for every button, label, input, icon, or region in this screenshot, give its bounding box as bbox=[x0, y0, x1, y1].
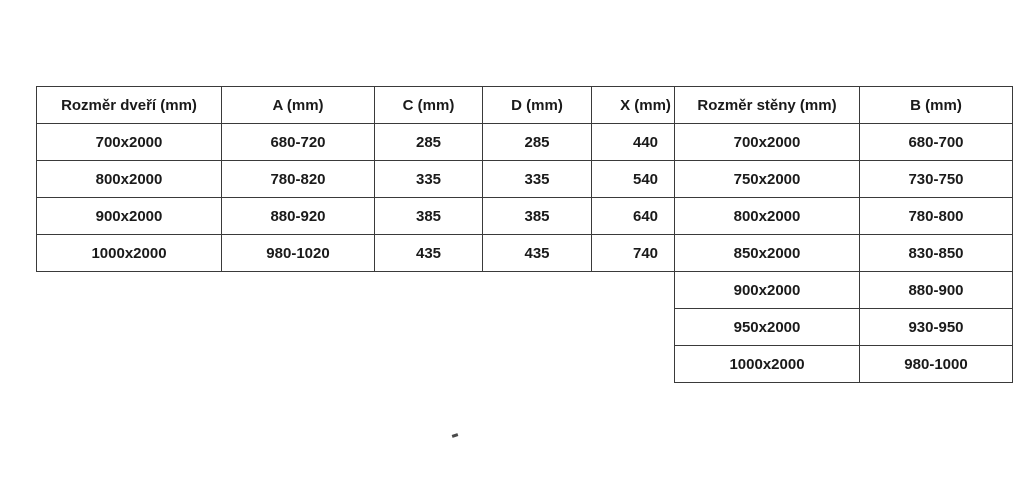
cell-door-size: 800x2000 bbox=[37, 161, 222, 198]
cell-door-size: 1000x2000 bbox=[37, 235, 222, 272]
column-header-x: X (mm) bbox=[592, 87, 700, 124]
table-row bbox=[675, 161, 1013, 198]
cell-a: 980-1020 bbox=[222, 235, 375, 272]
cell-c: 385 bbox=[375, 198, 483, 235]
cell-d: 335 bbox=[483, 161, 592, 198]
column-header-d: D (mm) bbox=[483, 87, 592, 124]
cell-a: 780-820 bbox=[222, 161, 375, 198]
cell-wall-size: 750x2000 bbox=[675, 161, 860, 198]
table-header bbox=[675, 87, 1013, 124]
cell-wall-size: 700x2000 bbox=[675, 124, 860, 161]
cell-b: 980-1000 bbox=[860, 346, 1013, 383]
cell-x: 540 bbox=[592, 161, 700, 198]
table-row bbox=[37, 124, 700, 161]
column-header-a: A (mm) bbox=[222, 87, 375, 124]
cell-c: 335 bbox=[375, 161, 483, 198]
column-header-door-size: Rozměr dveří (mm) bbox=[37, 87, 222, 124]
cell-wall-size: 950x2000 bbox=[675, 309, 860, 346]
cell-d: 285 bbox=[483, 124, 592, 161]
table-body bbox=[675, 124, 1013, 383]
table-row bbox=[675, 309, 1013, 346]
page-artifact-mark bbox=[452, 433, 459, 438]
table-row bbox=[675, 235, 1013, 272]
table-header-row bbox=[675, 87, 1013, 124]
cell-b: 830-850 bbox=[860, 235, 1013, 272]
wall-dimensions-table bbox=[674, 86, 1013, 383]
cell-door-size: 900x2000 bbox=[37, 198, 222, 235]
cell-c: 435 bbox=[375, 235, 483, 272]
table-header-row bbox=[37, 87, 700, 124]
column-header-c: C (mm) bbox=[375, 87, 483, 124]
cell-wall-size: 800x2000 bbox=[675, 198, 860, 235]
cell-b: 680-700 bbox=[860, 124, 1013, 161]
table-row bbox=[675, 124, 1013, 161]
cell-a: 680-720 bbox=[222, 124, 375, 161]
cell-wall-size: 850x2000 bbox=[675, 235, 860, 272]
cell-x: 640 bbox=[592, 198, 700, 235]
table-body bbox=[37, 124, 700, 272]
cell-a: 880-920 bbox=[222, 198, 375, 235]
cell-d: 385 bbox=[483, 198, 592, 235]
cell-wall-size: 1000x2000 bbox=[675, 346, 860, 383]
cell-wall-size: 900x2000 bbox=[675, 272, 860, 309]
table-row bbox=[37, 198, 700, 235]
cell-b: 930-950 bbox=[860, 309, 1013, 346]
column-header-wall-size: Rozměr stěny (mm) bbox=[675, 87, 860, 124]
table-row bbox=[37, 235, 700, 272]
cell-door-size: 700x2000 bbox=[37, 124, 222, 161]
cell-b: 730-750 bbox=[860, 161, 1013, 198]
cell-b: 880-900 bbox=[860, 272, 1013, 309]
door-dimensions-table bbox=[36, 86, 700, 272]
column-header-b: B (mm) bbox=[860, 87, 1013, 124]
table-row bbox=[675, 346, 1013, 383]
cell-c: 285 bbox=[375, 124, 483, 161]
cell-x: 440 bbox=[592, 124, 700, 161]
table-row bbox=[37, 161, 700, 198]
table-row bbox=[675, 198, 1013, 235]
cell-b: 780-800 bbox=[860, 198, 1013, 235]
cell-x: 740 bbox=[592, 235, 700, 272]
cell-d: 435 bbox=[483, 235, 592, 272]
table-row bbox=[675, 272, 1013, 309]
table-header bbox=[37, 87, 700, 124]
